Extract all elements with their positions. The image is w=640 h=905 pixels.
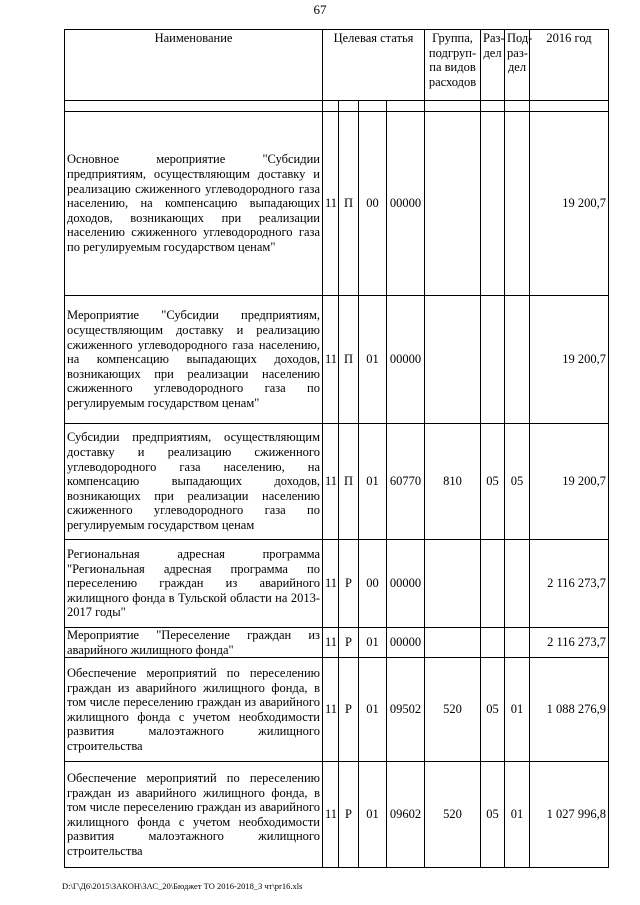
cell-group xyxy=(425,296,481,424)
cell-amount: 2 116 273,7 xyxy=(530,628,609,658)
cell-code-subprogram: Р xyxy=(339,762,359,868)
header-row xyxy=(65,30,609,101)
spacer-cell xyxy=(425,101,481,112)
header-subsection: Под-раз-дел xyxy=(505,30,530,101)
cell-name: Обеспечение мероприятий по переселению граждан из аварийного жилищного фонда, в том числе переселению граждан из аварийного жилищного фонда с учетом необходимости развития малоэтажного жилищного строительства xyxy=(65,658,323,762)
cell-code-event: 01 xyxy=(359,424,387,540)
cell-section: 05 xyxy=(481,658,505,762)
cell-code-program: 11 xyxy=(323,540,339,628)
spacer-cell xyxy=(359,101,387,112)
cell-code-direction: 00000 xyxy=(387,296,425,424)
spacer-cell xyxy=(339,101,359,112)
cell-code-subprogram: П xyxy=(339,296,359,424)
cell-code-subprogram: Р xyxy=(339,658,359,762)
spacer-cell xyxy=(505,101,530,112)
cell-amount: 1 088 276,9 xyxy=(530,658,609,762)
cell-code-event: 00 xyxy=(359,112,387,296)
cell-name: Основное мероприятие "Субсидии предприятиям, осуществляющим доставку и реализацию сжиженного углеводородного газа населению, на компенсацию выпадающих доходов, возникающих при реализации населению сжиженного углеводородного газа по регулируемым государством ценам" xyxy=(65,112,323,296)
file-path-footer: D:\Г\Д6\2015\ЗАКОН\ЗАС_20\Бюджет ТО 2016-2018_3 чт\pr16.xls xyxy=(62,881,303,891)
cell-code-subprogram: П xyxy=(339,424,359,540)
cell-code-direction: 09502 xyxy=(387,658,425,762)
spacer-cell xyxy=(530,101,609,112)
table-row xyxy=(65,658,609,762)
cell-code-direction: 00000 xyxy=(387,540,425,628)
cell-section: 05 xyxy=(481,424,505,540)
cell-group: 520 xyxy=(425,658,481,762)
table-row xyxy=(65,112,609,296)
cell-code-subprogram: П xyxy=(339,112,359,296)
cell-amount: 1 027 996,8 xyxy=(530,762,609,868)
cell-code-program: 11 xyxy=(323,112,339,296)
cell-code-event: 01 xyxy=(359,628,387,658)
cell-subsection xyxy=(505,540,530,628)
spacer-cell xyxy=(323,101,339,112)
cell-group xyxy=(425,628,481,658)
table-row xyxy=(65,762,609,868)
cell-section xyxy=(481,112,505,296)
cell-code-direction: 00000 xyxy=(387,112,425,296)
cell-amount: 19 200,7 xyxy=(530,296,609,424)
cell-subsection xyxy=(505,112,530,296)
cell-name: Субсидии предприятиям, осуществляющим доставку и реализацию сжиженного углеводородного газа населению, на компенсацию выпадающих доходов, возникающих при реализации населению сжиженного углеводородного газа по регулируемым государством ценам xyxy=(65,424,323,540)
cell-code-direction: 00000 xyxy=(387,628,425,658)
cell-amount: 2 116 273,7 xyxy=(530,540,609,628)
cell-name: Обеспечение мероприятий по переселению граждан из аварийного жилищного фонда, в том числе переселению граждан из аварийного жилищного фонда с учетом необходимости развития малоэтажного жилищного строительства xyxy=(65,762,323,868)
cell-code-subprogram: Р xyxy=(339,628,359,658)
cell-group: 810 xyxy=(425,424,481,540)
cell-code-event: 01 xyxy=(359,658,387,762)
cell-code-event: 01 xyxy=(359,296,387,424)
cell-section xyxy=(481,628,505,658)
header-name: Наименование xyxy=(65,30,323,101)
header-section: Раз-дел xyxy=(481,30,505,101)
cell-name: Региональная адресная программа "Региональная адресная программа по переселению граждан из аварийного жилищного фонда в Тульской области на 2013-2017 годы" xyxy=(65,540,323,628)
header-group: Группа, подгруп-па видов расходов xyxy=(425,30,481,101)
cell-name: Мероприятие "Переселение граждан из аварийного жилищного фонда" xyxy=(65,628,323,658)
table-row xyxy=(65,540,609,628)
cell-code-program: 11 xyxy=(323,424,339,540)
cell-code-subprogram: Р xyxy=(339,540,359,628)
cell-group: 520 xyxy=(425,762,481,868)
spacer-cell xyxy=(481,101,505,112)
cell-amount: 19 200,7 xyxy=(530,424,609,540)
table-row xyxy=(65,424,609,540)
cell-subsection xyxy=(505,628,530,658)
cell-code-direction: 60770 xyxy=(387,424,425,540)
cell-code-program: 11 xyxy=(323,628,339,658)
cell-code-event: 00 xyxy=(359,540,387,628)
cell-code-program: 11 xyxy=(323,658,339,762)
page-number: 67 xyxy=(313,2,327,17)
cell-subsection xyxy=(505,296,530,424)
header-year: 2016 год xyxy=(530,30,609,101)
cell-code-program: 11 xyxy=(323,296,339,424)
budget-table xyxy=(64,29,609,868)
cell-subsection: 01 xyxy=(505,762,530,868)
table-row xyxy=(65,628,609,658)
cell-code-direction: 09602 xyxy=(387,762,425,868)
spacer-cell xyxy=(65,101,323,112)
cell-subsection: 05 xyxy=(505,424,530,540)
spacer-cell xyxy=(387,101,425,112)
cell-amount: 19 200,7 xyxy=(530,112,609,296)
cell-section xyxy=(481,540,505,628)
cell-group xyxy=(425,540,481,628)
cell-section xyxy=(481,296,505,424)
cell-code-program: 11 xyxy=(323,762,339,868)
cell-code-event: 01 xyxy=(359,762,387,868)
table-row xyxy=(65,296,609,424)
cell-name: Мероприятие "Субсидии предприятиям, осуществляющим доставку и реализацию сжиженного углеводородного газа населению, на компенсацию выпадающих доходов, возникающих при реализации населению сжиженного углеводородного газа по регулируемым государством ценам" xyxy=(65,296,323,424)
header-target-article: Целевая статья xyxy=(323,30,425,101)
cell-section: 05 xyxy=(481,762,505,868)
cell-subsection: 01 xyxy=(505,658,530,762)
spacer-row xyxy=(65,101,609,112)
cell-group xyxy=(425,112,481,296)
